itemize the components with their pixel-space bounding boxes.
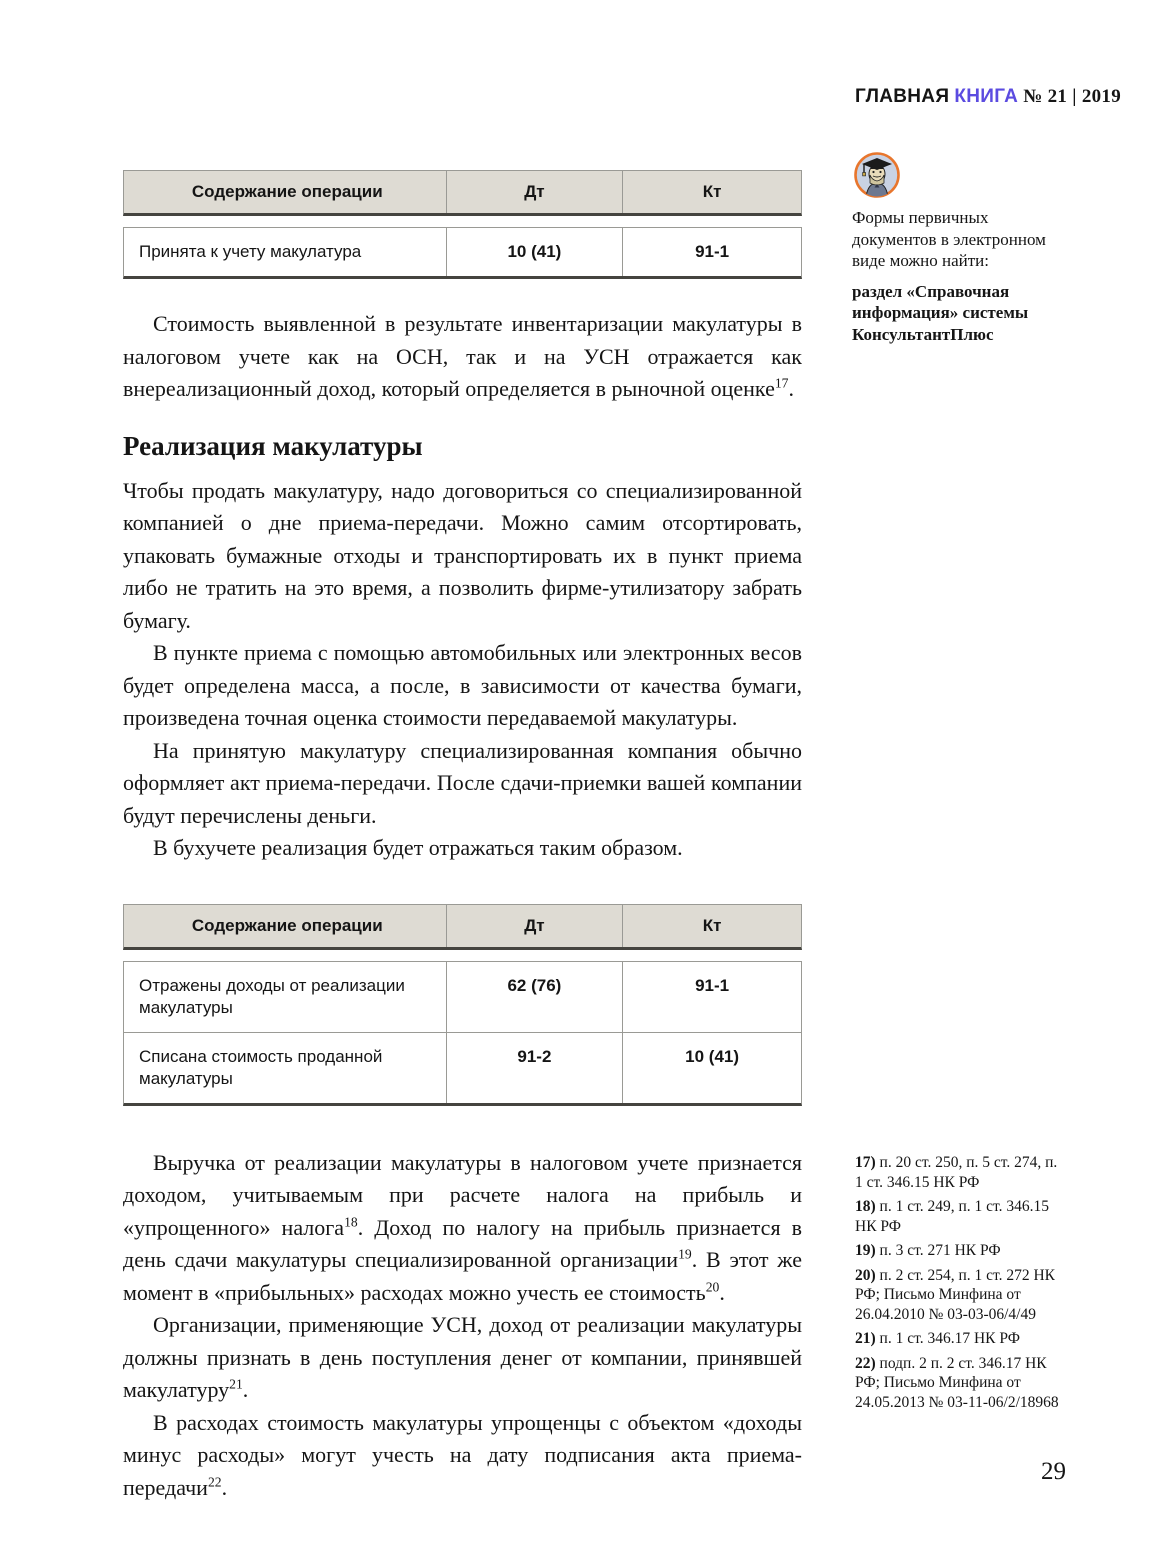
masthead bbox=[855, 86, 1121, 108]
col-header-dt: Дт bbox=[446, 905, 624, 947]
paragraph bbox=[123, 1147, 802, 1310]
paragraph-text: В расходах стоимость макулатуры упрощенцы с объектом «доходы минус расходы» могут учесть на дату подписания акта приема-передачи bbox=[123, 1409, 802, 1500]
table-body bbox=[123, 227, 802, 279]
paragraph bbox=[123, 308, 802, 406]
table-header-row bbox=[123, 170, 802, 216]
table-row bbox=[124, 1032, 801, 1103]
footnote-label: 22) bbox=[855, 1354, 876, 1372]
col-header-kt: Кт bbox=[702, 915, 722, 935]
paragraph-text: . В этот же момент в «прибыльных» расходах можно учесть ее стоимость bbox=[123, 1247, 802, 1305]
paragraph-text: . Доход по налогу на прибыль признается в день сдачи макулатуры специализированной организации bbox=[123, 1214, 803, 1272]
paragraph-text: . bbox=[221, 1474, 228, 1500]
masthead-title-accent: КНИГА bbox=[954, 86, 1019, 107]
table-header-row bbox=[123, 904, 802, 950]
col-header-dt: Дт bbox=[446, 171, 624, 213]
footnote-ref-19: 19 bbox=[678, 1246, 692, 1262]
sidebar-note-text: Формы первичных документов в электронном виде можно найти: bbox=[852, 208, 1046, 270]
paragraph: В бухучете реализация будет отражаться таким образом. bbox=[153, 835, 683, 860]
footnote-text: п. 2 ст. 254, п. 1 ст. 272 НК РФ; Письмо Минфина от 26.04.2010 № 03-03-06/4/49 bbox=[855, 1266, 1056, 1323]
footnote-ref-22: 22 bbox=[207, 1474, 222, 1490]
sidebar-note bbox=[852, 150, 1074, 345]
footnote-label: 20) bbox=[855, 1266, 876, 1284]
cell-operation: Отражены доходы от реализации макулатуры bbox=[139, 975, 405, 1017]
cell-dt: 10 (41) bbox=[446, 228, 624, 276]
cell-dt: 91-2 bbox=[446, 1033, 624, 1103]
footnote-ref-21: 21 bbox=[229, 1376, 243, 1392]
footnote-18 bbox=[855, 1197, 1067, 1236]
footnote-label: 19) bbox=[855, 1242, 876, 1259]
table-row bbox=[124, 228, 801, 276]
paragraph bbox=[123, 1309, 802, 1407]
operations-table-2 bbox=[123, 904, 802, 1106]
cell-kt: 91-1 bbox=[695, 975, 730, 995]
sidebar-note-reference: раздел «Справочная информация» системы КонсультантПлюс bbox=[852, 281, 1029, 344]
cell-dt: 62 (76) bbox=[446, 962, 624, 1032]
paragraph-text: Организации, применяющие УСН, доход от реализации макулатуры должны признать в день поступления денег от компании, принявшей макулатуру bbox=[123, 1312, 802, 1402]
footnote-text: п. 20 ст. 250, п. 5 ст. 274, п. 1 ст. 346.15 НК РФ bbox=[855, 1154, 1058, 1191]
paragraph-text: . bbox=[719, 1279, 725, 1305]
footnotes-block bbox=[855, 1153, 1067, 1417]
footnote-label: 17) bbox=[855, 1154, 876, 1171]
footnote-ref-18: 18 bbox=[344, 1214, 358, 1230]
table-row bbox=[124, 962, 801, 1032]
paragraph: На принятую макулатуру специализированная компания обычно оформляет акт приема-передачи. После сдачи-приемки вашей компании будут перечислены деньги. bbox=[123, 737, 802, 828]
table-body bbox=[123, 961, 802, 1106]
paragraph-text: Выручка от реализации макулатуры в налоговом учете признается доходом, учитываемым при расчете налога на прибыль и «упрощенного» налога bbox=[123, 1149, 802, 1240]
paragraph-text: Стоимость выявленной в результате инвентаризации макулатуры в налоговом учете как на ОСН, так и на УСН отражается как внереализационный доход, который определяется в рыночной оценке bbox=[123, 311, 802, 401]
footnote-ref-17: 17 bbox=[774, 375, 789, 391]
footnote-22 bbox=[855, 1354, 1067, 1413]
paragraph-text: . bbox=[788, 376, 794, 401]
col-header-operation: Содержание операции bbox=[191, 182, 383, 201]
footnote-text: п. 1 ст. 346.17 НК РФ bbox=[879, 1330, 1020, 1347]
col-header-kt: Кт bbox=[702, 182, 722, 201]
masthead-issue: № 21 | 2019 bbox=[1023, 86, 1122, 107]
footnote-ref-20: 20 bbox=[705, 1279, 720, 1295]
footnote-19 bbox=[855, 1241, 1067, 1261]
professor-icon bbox=[852, 150, 902, 200]
footnote-label: 18) bbox=[855, 1198, 876, 1215]
section-heading: Реализация макулатуры bbox=[123, 430, 423, 461]
cell-operation: Списана стоимость проданной макулатуры bbox=[139, 1046, 383, 1088]
paragraph: Чтобы продать макулатуру, надо договориться со специализированной компанией о дне приема-передачи. Можно самим отсортировать, упаковать бумажные отходы и транспортировать их в пункт приема либо не тратить на это время, а позволить фирме-утилизатору забрать бумагу. bbox=[123, 477, 802, 633]
masthead-title-black: ГЛАВНАЯ bbox=[855, 86, 950, 107]
footnote-text: п. 1 ст. 249, п. 1 ст. 346.15 НК РФ bbox=[855, 1198, 1049, 1235]
footnote-label: 21) bbox=[855, 1330, 876, 1347]
footnote-17 bbox=[855, 1153, 1067, 1192]
col-header-operation: Содержание операции bbox=[191, 915, 383, 935]
page-number: 29 bbox=[1041, 1458, 1066, 1485]
paragraph-text: . bbox=[242, 1377, 249, 1402]
main-column bbox=[123, 170, 802, 1504]
footnote-text: подп. 2 п. 2 ст. 346.17 НК РФ; Письмо Минфина от 24.05.2013 № 03-11-06/2/18968 bbox=[855, 1354, 1059, 1411]
footnote-20 bbox=[855, 1266, 1067, 1325]
operations-table-1 bbox=[123, 170, 802, 279]
paragraph bbox=[123, 1407, 802, 1505]
paragraph: В пункте приема с помощью автомобильных или электронных весов будет определена масса, а после, в зависимости от качества бумаги, произведена точная оценка стоимости передаваемой макулатуры. bbox=[123, 640, 802, 730]
footnote-21 bbox=[855, 1329, 1067, 1349]
footnote-text: п. 3 ст. 271 НК РФ bbox=[879, 1242, 1001, 1259]
cell-kt: 91-1 bbox=[695, 242, 730, 261]
cell-kt: 10 (41) bbox=[685, 1046, 740, 1066]
cell-operation: Принята к учету макулатура bbox=[139, 242, 362, 261]
